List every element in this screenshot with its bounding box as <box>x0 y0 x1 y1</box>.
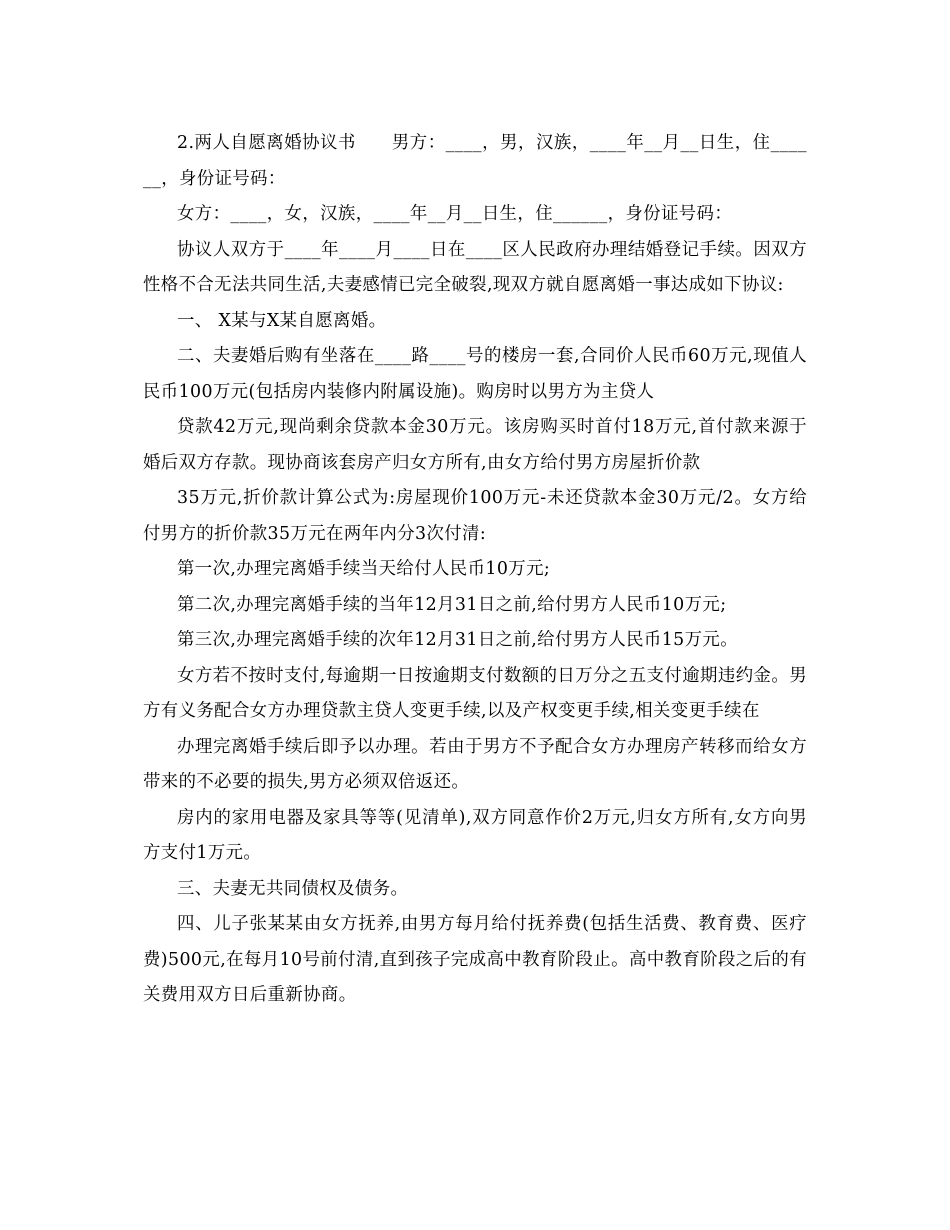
payment-two-paragraph: 第二次,办理完离婚手续的当年12月31日之前,给付男方人民币10万元; <box>177 594 727 615</box>
marriage-registration-paragraph: 协议人双方于____年____月____日在____区人民政府办理结婚登记手续。因双方性格不合无法共同生活,夫妻感情已完全破裂,现双方就自愿离婚一事达成如下协议: <box>143 239 807 295</box>
transfer-paragraph: 办理完离婚手续后即予以办理。若由于男方不予配合女方办理房产转移而给女方带来的不必要的损失,男方必须双倍返还。 <box>143 736 807 792</box>
compensation-formula-paragraph: 35万元,折价款计算公式为:房屋现价100万元-未还贷款本金30万元/2。女方给付男方的折价款35万元在两年内分3次付清: <box>143 488 807 544</box>
clause-two-paragraph: 二、夫妻婚后购有坐落在____路____号的楼房一套,合同价人民币60万元,现值人民币100万元(包括房内装修内附属设施)。购房时以男方为主贷人 <box>143 346 807 402</box>
late-payment-paragraph: 女方若不按时支付,每逾期一日按逾期支付数额的日万分之五支付逾期违约金。男方有义务配合女方办理贷款主贷人变更手续,以及产权变更手续,相关变更手续在 <box>143 665 807 721</box>
payment-one-paragraph: 第一次,办理完离婚手续当天给付人民币10万元; <box>177 559 551 579</box>
clause-three-paragraph: 三、夫妻无共同债权及债务。 <box>177 878 409 899</box>
loan-paragraph: 贷款42万元,现尚剩余贷款本金30万元。该房购买时首付18万元,首付款来源于婚后双方存款。现协商该套房产归女方所有,由女方给付男方房屋折价款 <box>143 417 807 473</box>
furniture-paragraph: 房内的家用电器及家具等等(见清单),双方同意作价2万元,归女方所有,女方向男方支付1万元。 <box>143 807 807 863</box>
agreement-title-paragraph: 2.两人自愿离婚协议书 男方：____，男，汉族，____年__月__日生，住______，身份证号码： <box>143 133 807 189</box>
clause-four-paragraph: 四、儿子张某某由女方抚养,由男方每月给付抚养费(包括生活费、教育费、医疗费)500元,在每月10号前付清,直到孩子完成高中教育阶段止。高中教育阶段之后的有关费用双方日后重新协商。 <box>143 914 807 1005</box>
clause-one-paragraph: 一、 X某与X某自愿离婚。 <box>177 310 387 331</box>
wife-info-paragraph: 女方：____，女，汉族，____年__月__日生，住______，身份证号码： <box>177 204 733 224</box>
document-page <box>143 126 807 1014</box>
payment-three-paragraph: 第三次,办理完离婚手续的次年12月31日之前,给付男方人民币15万元。 <box>177 630 738 650</box>
